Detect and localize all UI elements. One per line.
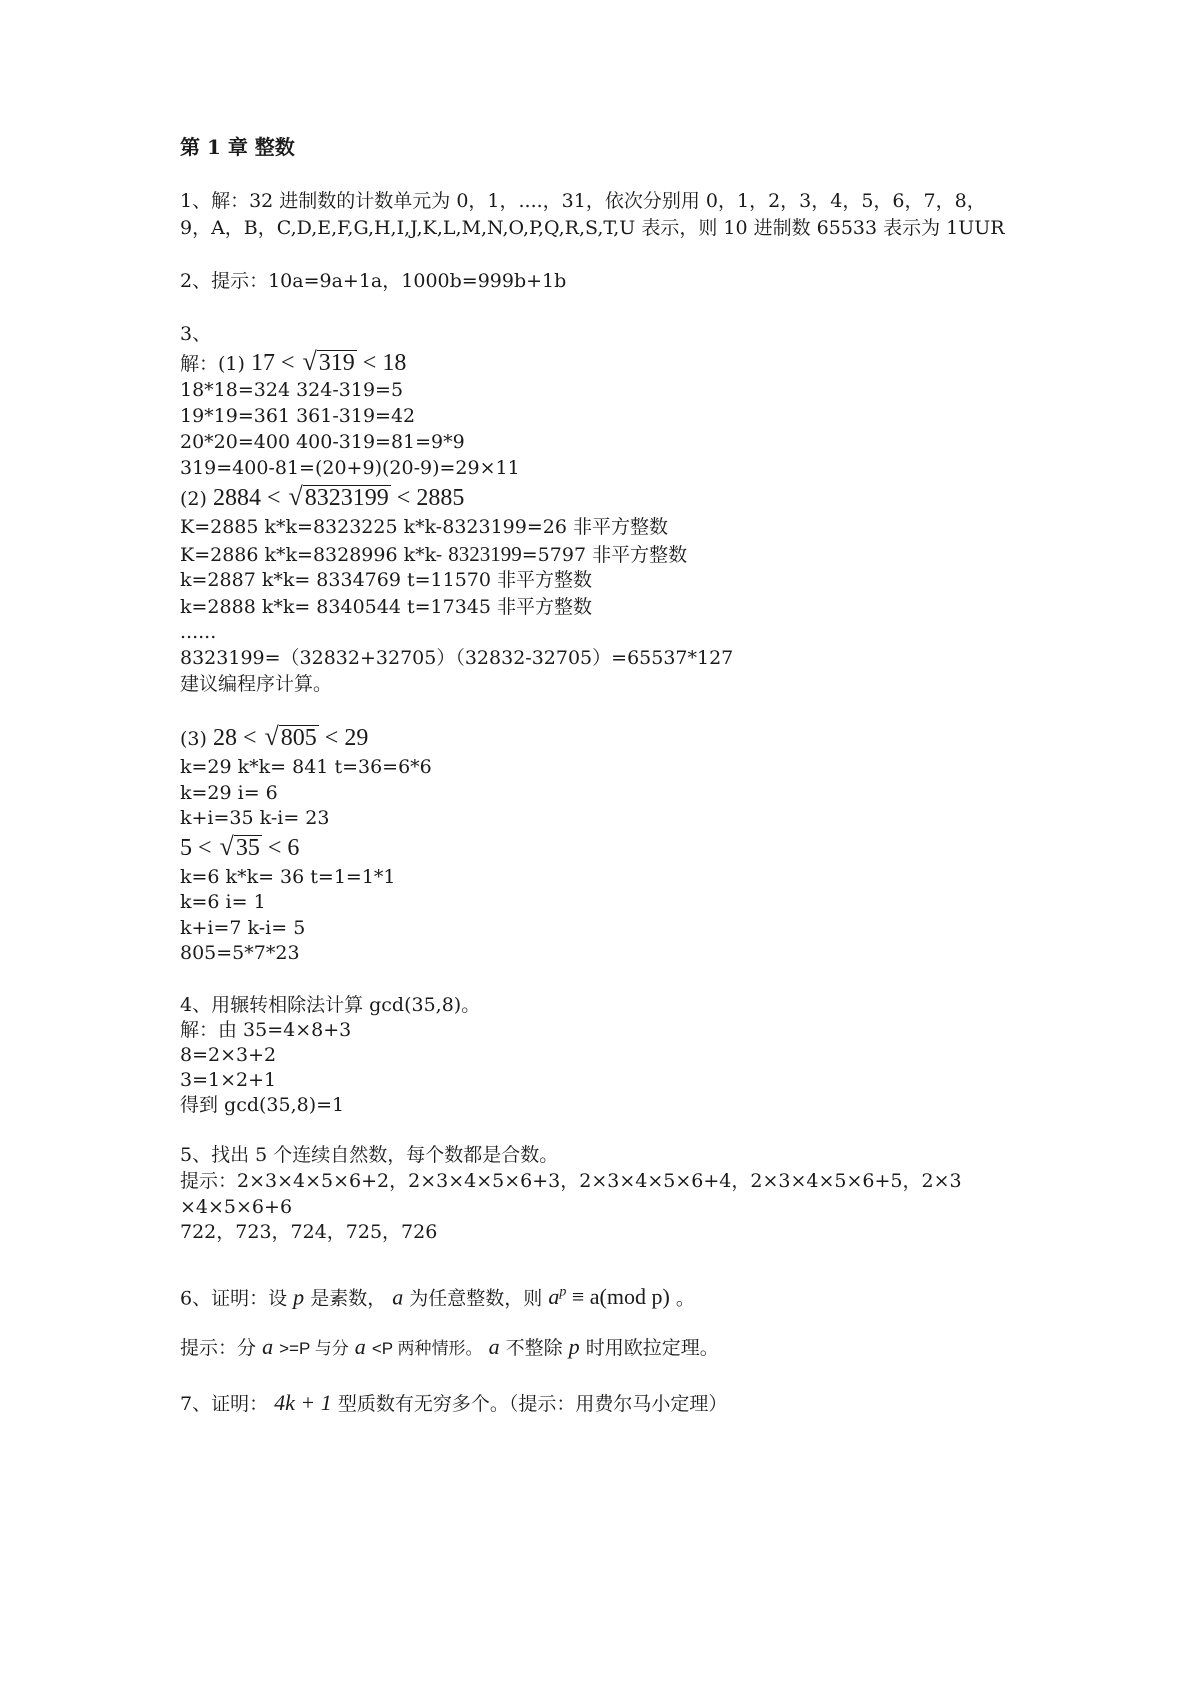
sqrt-symbol: √805 xyxy=(264,722,317,751)
q2-line: 2、提示：10a=9a+1a，1000b=999b+1b xyxy=(180,270,567,292)
q5-line4: 722，723，724，725，726 xyxy=(180,1221,438,1243)
q6-hint-var2: a xyxy=(354,1334,366,1359)
q6-hint-a: 提示：分 xyxy=(180,1337,257,1359)
q5-line1: 5、找出 5 个连续自然数，每个数都是合数。 xyxy=(180,1144,559,1166)
q3-line8: k=2888 k*k= 8340544 t=17345 非平方整数 xyxy=(180,596,593,618)
q1-line2: 9，A，B，C,D,E,F,G,H,I,J,K,L,M,N,O,P,Q,R,S,T,U 表示，则 10 进制数 65533 表示为 1UUR xyxy=(180,217,1005,239)
q6-text-end: 。 xyxy=(675,1287,695,1310)
q3-line13: k=29 i= 6 xyxy=(180,782,278,804)
q3-line3: 20*20=400 400-319=81=9*9 xyxy=(180,431,465,453)
q6-text-b: 是素数， xyxy=(310,1287,387,1310)
q3-line1: 18*18=324 324-319=5 xyxy=(180,379,404,401)
q3-line15: k=6 k*k= 36 t=1=1*1 xyxy=(180,866,396,888)
q4-line1: 4、用辗转相除法计算 gcd(35,8)。 xyxy=(180,994,481,1016)
q6-hint-b: >=P 与分 xyxy=(279,1339,349,1358)
q6-var-a: a xyxy=(392,1284,404,1310)
q1-line1: 1、解：32 进制数的计数单元为 0，1，....，31，依次分别用 0，1，2，3，4，5，6，7，8， xyxy=(180,190,986,212)
q3-line6-b: 8323199 xyxy=(448,542,522,566)
q3-line12: k=29 k*k= 841 t=36=6*6 xyxy=(180,756,432,778)
q4-line4: 3=1×2+1 xyxy=(180,1069,277,1091)
q3-line16: k=6 i= 1 xyxy=(180,891,266,913)
q3-line10: 8323199=（32832+32705）（32832-32705）=65537*127 xyxy=(180,647,734,669)
q3-line2: 19*19=361 361-319=42 xyxy=(180,405,416,427)
q3-part3-radicand: 805 xyxy=(280,725,317,751)
q6-formula-rest: ≡ a(mod p) xyxy=(566,1284,670,1310)
q3-part2-radicand: 8323199 xyxy=(304,485,389,511)
q3-part1-prefix: 解：(1) xyxy=(180,353,245,375)
q4-line5: 得到 gcd(35,8)=1 xyxy=(180,1094,345,1116)
q3-part2-formula xyxy=(212,482,465,511)
q7-formula: 4k + 1 xyxy=(274,1390,332,1415)
q6-hint-var1: a xyxy=(262,1334,274,1359)
q3-line4: 319=400-81=(20+9)(20-9)=29×11 xyxy=(180,457,520,479)
q3-line9: ...... xyxy=(180,621,217,643)
q6-formula-exp: p xyxy=(559,1285,567,1300)
q6-hint xyxy=(180,1334,719,1362)
q3-part1-radicand: 319 xyxy=(318,350,355,376)
q6-text-a: 6、证明：设 xyxy=(180,1287,288,1310)
q3-line6-a: K=2886 k*k=8328996 k*k- xyxy=(180,544,449,566)
q6-formula-base: a xyxy=(548,1284,560,1310)
q3-part4 xyxy=(180,834,299,862)
q3-head: 3、 xyxy=(180,323,212,345)
q6-text-c: 为任意整数，则 xyxy=(409,1287,543,1310)
q6-hint-d: 不整除 xyxy=(505,1337,563,1359)
q5-line3: ×4×5×6+6 xyxy=(180,1196,293,1218)
q6-var-p: p xyxy=(293,1284,305,1310)
q3-part4-formula xyxy=(180,832,300,861)
q3-line6-c: =5797 非平方整数 xyxy=(521,544,688,566)
q3-part3 xyxy=(180,724,368,752)
q3-part4-radicand: 35 xyxy=(235,835,260,861)
q3-part2-left: 2884 < xyxy=(212,485,281,511)
chapter-title: 第 1 章 整数 xyxy=(180,135,295,159)
q4-line2: 解：由 35=4×8+3 xyxy=(180,1019,352,1041)
q7-text-b: 型质数有无穷多个。（提示：用费尔马小定理） xyxy=(337,1393,728,1415)
q7-text-a: 7、证明： xyxy=(180,1393,269,1415)
q3-part1-formula xyxy=(250,347,407,376)
q3-part1 xyxy=(180,349,406,377)
q3-line17: k+i=7 k-i= 5 xyxy=(180,917,306,939)
q6-hint-var-p: p xyxy=(568,1334,580,1359)
q3-part2-prefix: (2) xyxy=(180,488,207,510)
q3-line7: k=2887 k*k= 8334769 t=11570 非平方整数 xyxy=(180,569,593,591)
q6-hint-c: <P 两种情形。 xyxy=(371,1339,483,1358)
q3-part3-right: < 29 xyxy=(324,725,369,751)
q3-line6 xyxy=(180,541,687,568)
sqrt-symbol: √35 xyxy=(219,832,260,861)
q7-statement xyxy=(180,1390,727,1417)
q3-line14: k+i=35 k-i= 23 xyxy=(180,807,330,829)
q3-part1-left: 17 < xyxy=(250,350,295,376)
q3-part2 xyxy=(180,484,464,512)
sqrt-symbol: √8323199 xyxy=(288,482,389,511)
q6-hint-var3: a xyxy=(488,1334,500,1359)
q6-formula xyxy=(548,1284,669,1309)
q3-part4-left: 5 < xyxy=(180,835,212,861)
q3-line11: 建议编程序计算。 xyxy=(180,673,333,695)
q3-part1-right: < 18 xyxy=(362,350,407,376)
q3-part3-prefix: (3) xyxy=(180,728,207,750)
q3-line18: 805=5*7*23 xyxy=(180,942,300,964)
q3-part3-formula xyxy=(212,722,369,751)
q3-part3-left: 28 < xyxy=(212,725,257,751)
q3-part2-right: < 2885 xyxy=(396,485,465,511)
q6-statement xyxy=(180,1280,695,1311)
q3-line5: K=2885 k*k=8323225 k*k-8323199=26 非平方整数 xyxy=(180,516,668,538)
q5-line2: 提示：2×3×4×5×6+2，2×3×4×5×6+3，2×3×4×5×6+4，2×3×4×5×6+5，2×3 xyxy=(180,1170,962,1192)
sqrt-symbol: √319 xyxy=(302,347,355,376)
q6-hint-e: 时用欧拉定理。 xyxy=(585,1337,719,1359)
q3-part4-right: < 6 xyxy=(267,835,300,861)
q4-line3: 8=2×3+2 xyxy=(180,1044,277,1066)
